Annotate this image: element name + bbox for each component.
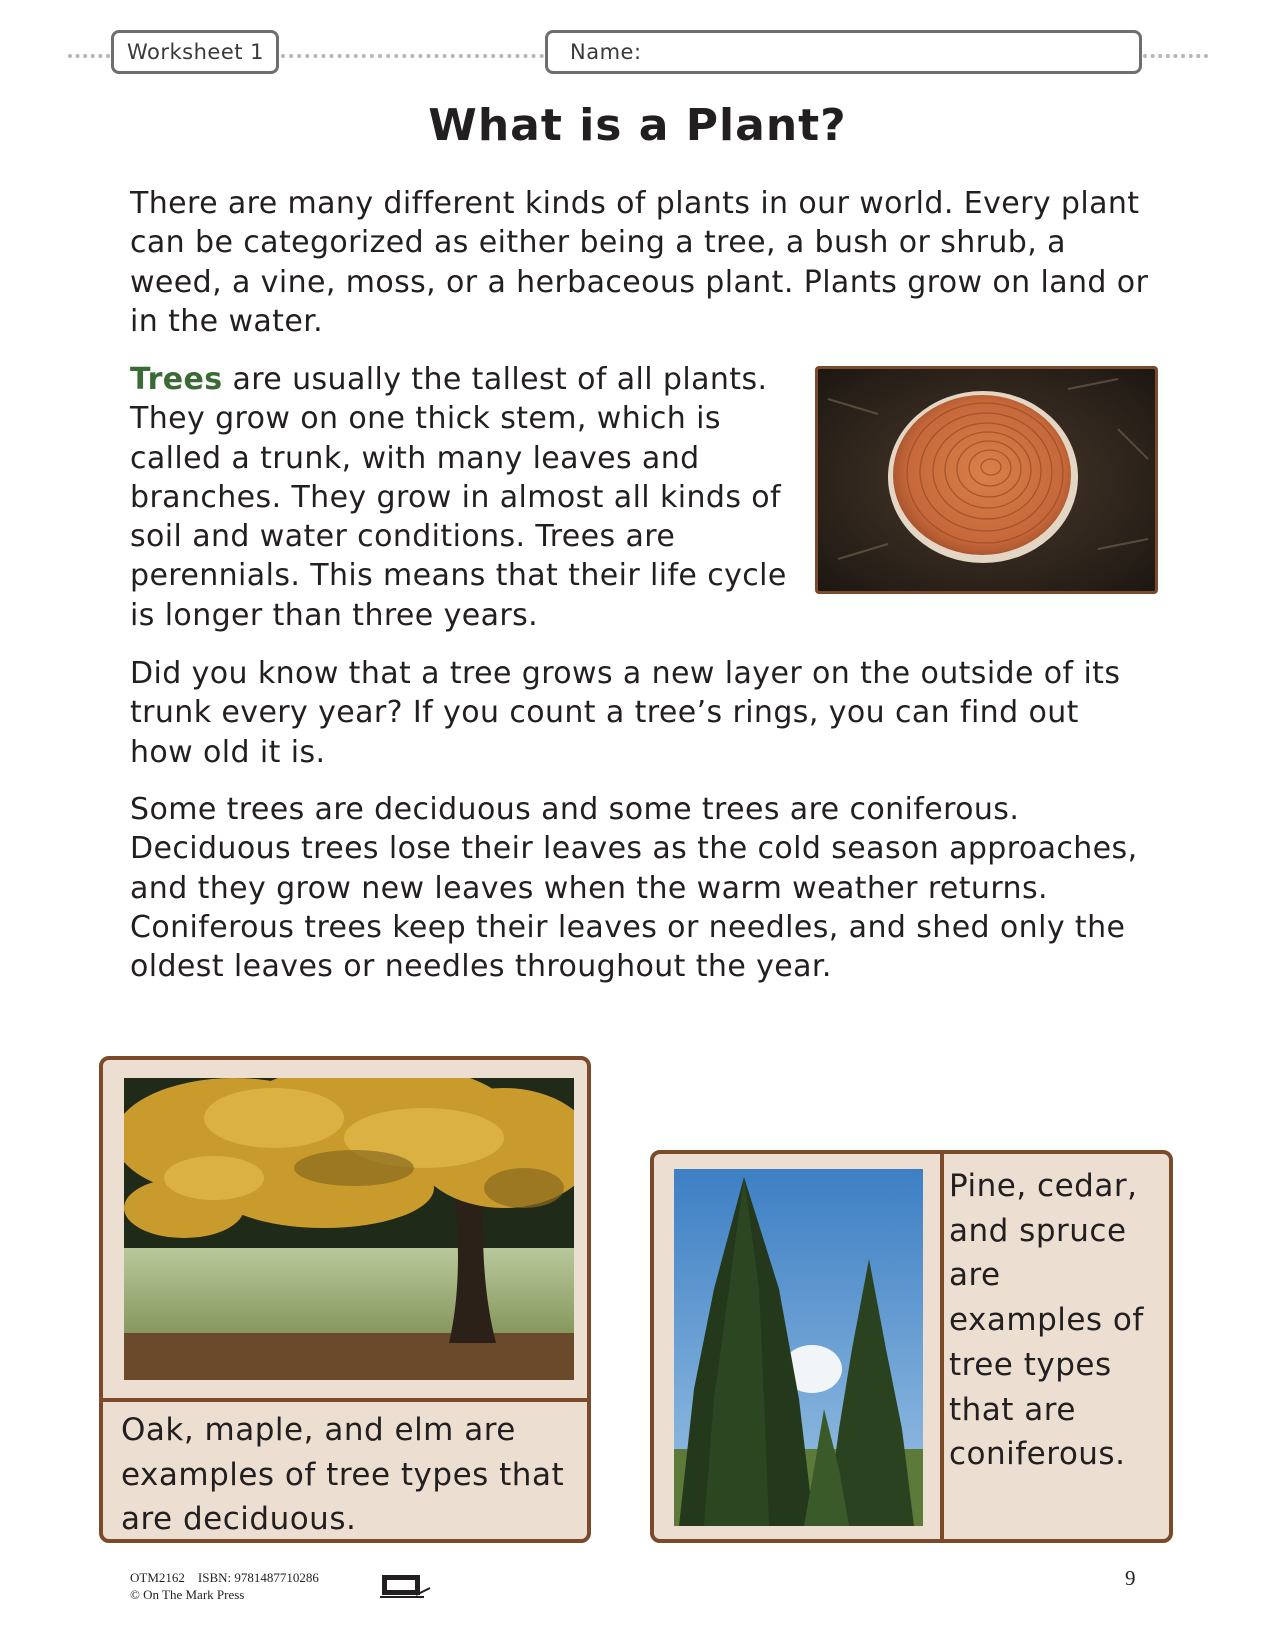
rings-paragraph: Did you know that a tree grows a new layer on the outside of its trunk every year? If you count a tree’s rings, you can find out how old it is. (130, 656, 1121, 770)
coniferous-card (650, 1150, 1173, 1543)
deciduous-caption: Oak, maple, and elm are examples of tree types that are deciduous. (121, 1412, 565, 1537)
coniferous-card-divider (940, 1154, 944, 1539)
header-dots-middle (281, 54, 544, 58)
header-dots-right (1143, 54, 1208, 58)
deciduous-card-divider (103, 1398, 587, 1402)
name-field[interactable]: Name: (545, 30, 1142, 74)
tree-types-paragraph: Some trees are deciduous and some trees are coniferous. Deciduous trees lose their leaves as the cold season approaches, and they grow new leaves when the warm weather returns. Coniferous trees keep their leaves or needles, and shed only the oldest leaves or needles throughout the year. (130, 792, 1138, 985)
intro-paragraph: There are many different kinds of plants in our world. Every plant can be categorized as either being a tree, a bush or shrub, a weed, a vine, moss, or a herbaceous plant. Plants grow on land or in the water. (130, 186, 1149, 339)
deciduous-tree-photo (124, 1078, 574, 1380)
header-dots-left (68, 54, 110, 58)
coniferous-caption: Pine, cedar, and spruce are examples of tree types that are coniferous. (949, 1168, 1144, 1473)
coniferous-tree-photo (674, 1169, 923, 1526)
trees-keyword: Trees (130, 362, 223, 397)
worksheet-label: Worksheet 1 (111, 30, 279, 74)
trees-paragraph (130, 360, 820, 635)
footer-code-isbn: OTM2162 ISBN: 9781487710286 (130, 1570, 319, 1585)
page-title: What is a Plant? (428, 100, 847, 151)
deciduous-card (99, 1056, 591, 1543)
footer-copyright: © On The Mark Press (130, 1587, 245, 1602)
trees-body: are usually the tallest of all plants. They grow on one thick stem, which is called a trunk, with many leaves and branches. They grow in almost all kinds of soil and water conditions. Trees are perennials. This means that their life cycle is longer than three years. (130, 362, 787, 633)
tree-stump-photo (815, 366, 1158, 594)
page-number: 9 (1125, 1566, 1136, 1590)
publisher-logo-icon (380, 1570, 432, 1600)
